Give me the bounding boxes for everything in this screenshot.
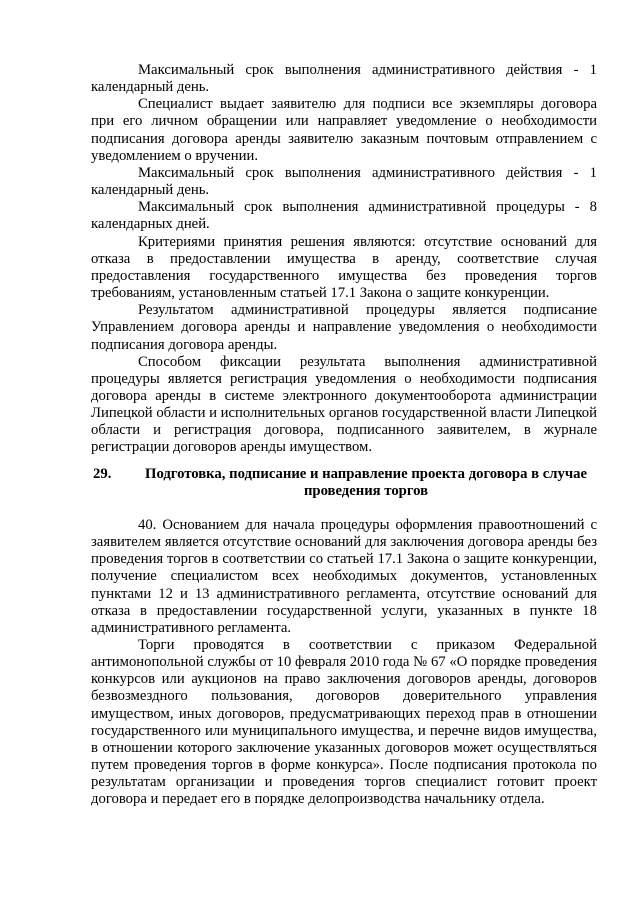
- paragraph-tender-rules: Торги проводятся в соответствии с приказом Федеральной антимонопольной службы от 10 февраля 2010 года № 67 «О порядке проведения конкурсов или аукционов на право заключения договоров аренды, договоров безвозмездного пользования, договоров доверительного управления имуществом, иных договоров, предусматривающих переход прав в отношении государственного или муниципального имущества, и перечне видов имущества, в отношении которого заключение указанных договоров может осуществляться путем проведения торгов в форме конкурса». После подписания протокола по результатам организации и проведения торгов специалист готовит проект договора и передает его в порядке делопроизводства начальнику отдела.: [91, 637, 597, 808]
- paragraph-result-recording: Способом фиксации результата выполнения административной процедуры является регистрация уведомления о необходимости подписания договора аренды в системе электронного документооборота администрации Липецкой области и исполнительных органов государственной власти Липецкой области и регистрация договора, подписанного заявителем, в журнале регистрации договоров аренды имуществом.: [91, 353, 597, 456]
- paragraph-procedure-result: Результатом административной процедуры является подписание Управлением договора аренды и направление уведомления о необходимости подписания договора аренды.: [91, 302, 597, 353]
- document-body: [91, 62, 597, 809]
- paragraph-item-40: 40. Основанием для начала процедуры оформления правоотношений с заявителем является отсутствие оснований для заключения договора аренды без проведения торгов в соответствии со статьей 17.1 Закона о защите конкуренции, получение специалистом всех необходимых документов, установленных пунктами 12 и 13 административного регламента, отсутствие оснований для отказа в предоставлении государственной услуги, указанных в пункте 18 административного регламента.: [91, 516, 597, 636]
- section-heading: [91, 466, 597, 500]
- section-title: Подготовка, подписание и направление проекта договора в случае проведения торгов: [145, 465, 587, 499]
- paragraph-max-time-action-2: Максимальный срок выполнения административного действия - 1 календарный день.: [91, 164, 597, 199]
- paragraph-decision-criteria: Критериями принятия решения являются: отсутствие оснований для отказа в предоставлении имущества в аренду, соответствие случая предоставления государственного имущества без проведения торгов требованиям, установленным статьей 17.1 Закона о защите конкуренции.: [91, 233, 597, 302]
- heading-spacer: [91, 500, 597, 517]
- section-number: 29.: [93, 465, 112, 482]
- paragraph-max-time-procedure: Максимальный срок выполнения административной процедуры - 8 календарных дней.: [91, 199, 597, 233]
- paragraph-max-time-action-1: Максимальный срок выполнения административного действия - 1 календарный день.: [91, 62, 597, 96]
- paragraph-contract-signing: Специалист выдает заявителю для подписи все экземпляры договора при его личном обращении или направляет уведомление о необходимости подписания договора аренды заявителю заказным почтовым отправлением с уведомлением о вручении.: [91, 96, 597, 164]
